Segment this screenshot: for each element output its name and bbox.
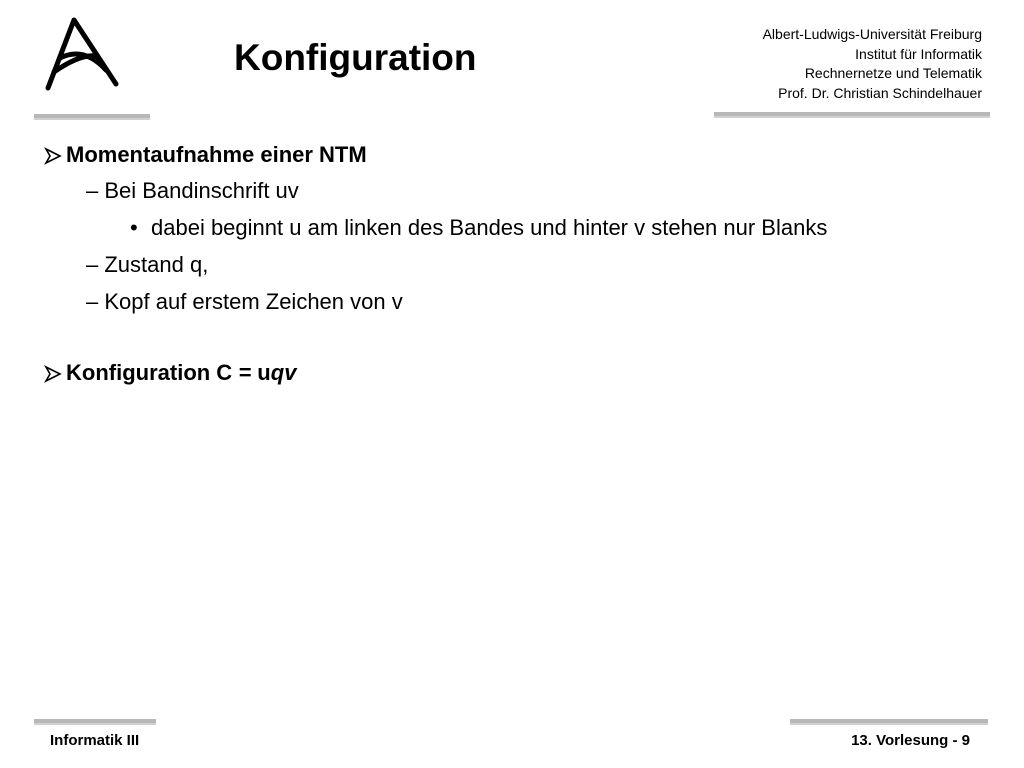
arrowhead-bullet-icon bbox=[44, 365, 62, 383]
konfiguration-prefix: Konfiguration C bbox=[66, 360, 239, 385]
header-line-professor: Prof. Dr. Christian Schindelhauer bbox=[778, 84, 982, 101]
konfiguration-equals: = bbox=[238, 360, 252, 385]
university-logo-icon bbox=[38, 14, 122, 94]
sub-bullet-kopf: – Kopf auf erstem Zeichen von v bbox=[86, 289, 403, 314]
footer-course: Informatik III bbox=[50, 732, 140, 749]
header-line-university: Albert-Ludwigs-Universität Freiburg bbox=[762, 26, 982, 42]
page-title: Konfiguration bbox=[234, 37, 477, 78]
header-line-group: Rechnernetze und Telematik bbox=[804, 65, 982, 81]
arrowhead-bullet-icon bbox=[44, 147, 62, 165]
konfiguration-qv: qv bbox=[270, 360, 297, 385]
footer-page-number: 13. Vorlesung - 9 bbox=[851, 732, 970, 749]
footer-divider-left bbox=[34, 719, 156, 723]
bullet-momentaufnahme bbox=[44, 138, 1004, 172]
sub-sub-bullet-dabei bbox=[44, 209, 1004, 246]
header-divider-right bbox=[714, 112, 990, 116]
header-line-institute: Institut für Informatik bbox=[855, 45, 982, 62]
slide-content bbox=[44, 138, 1004, 390]
bullet-momentaufnahme-text: Momentaufnahme einer NTM bbox=[66, 142, 367, 167]
konfiguration-u: u bbox=[257, 360, 271, 385]
header-affiliation bbox=[763, 25, 982, 103]
bullet-konfiguration bbox=[44, 356, 1004, 390]
footer-divider-right bbox=[790, 719, 988, 723]
sub-bullet-bandinschrift: – Bei Bandinschrift uv bbox=[86, 178, 299, 203]
sub-bullet-zustand: – Zustand q, bbox=[86, 252, 209, 277]
bullet-dot: • bbox=[130, 215, 138, 240]
sub-sub-bullet-text: dabei beginnt u am linken des Bandes und hinter v stehen nur Blanks bbox=[151, 215, 828, 240]
bullet-spacer bbox=[44, 320, 1004, 356]
header-divider-left bbox=[34, 114, 150, 118]
